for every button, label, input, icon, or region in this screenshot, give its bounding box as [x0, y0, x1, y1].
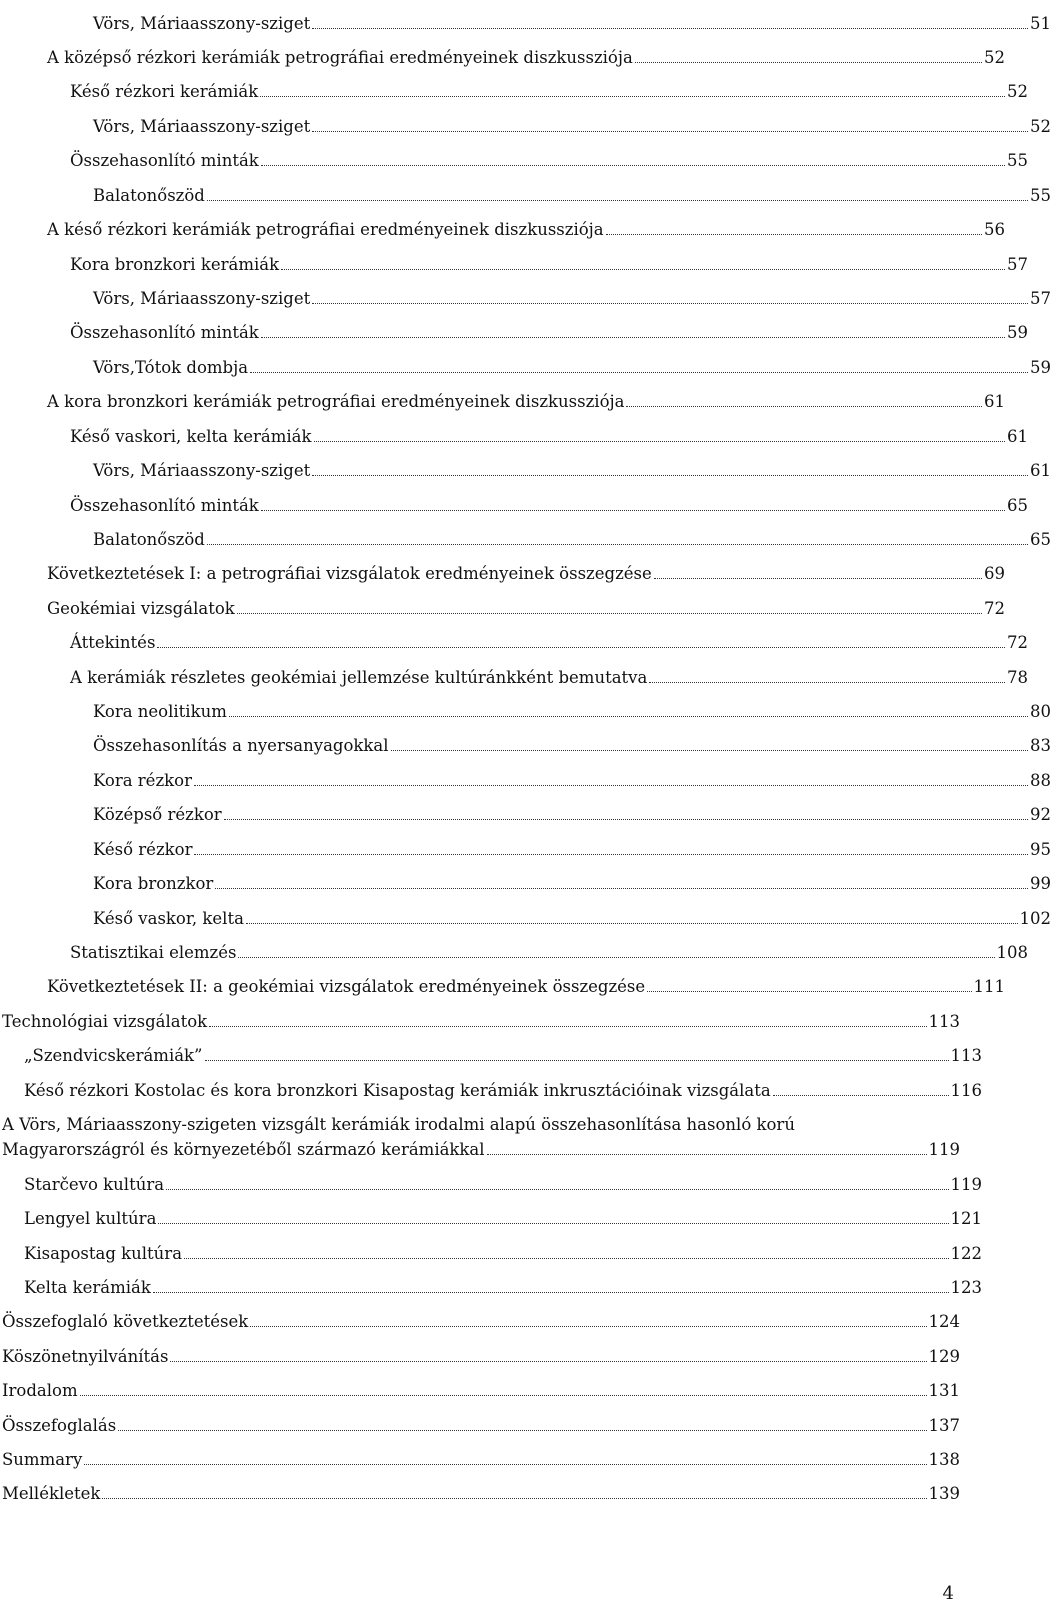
toc-entry-title: Késő rézkori Kostolac és kora bronzkori Kisapostag kerámiák inkrusztációinak vizsgálata: [24, 1081, 771, 1100]
toc-entry-page: 139: [928, 1484, 960, 1503]
toc-entry-page: 116: [950, 1081, 982, 1100]
toc-entry-title: Összehasonlító minták: [70, 323, 259, 342]
toc-entry-title: Összehasonlító minták: [70, 151, 259, 170]
toc-entry[interactable]: [0, 275, 1051, 309]
toc-dot-leader: [229, 716, 1028, 717]
toc-entry[interactable]: [0, 757, 1051, 791]
toc-entry-title: Összefoglaló következtetések: [2, 1312, 249, 1331]
toc-entry-page: 119: [928, 1140, 960, 1159]
toc-entry-page: 57: [1030, 289, 1051, 308]
toc-entry[interactable]: [0, 619, 1028, 653]
toc-entry[interactable]: [0, 654, 1028, 688]
toc-entry-title: „Szendvicskerámiák”: [24, 1046, 203, 1065]
toc-entry-title: Késő vaskori, kelta kerámiák: [70, 427, 312, 446]
toc-dot-leader: [391, 750, 1028, 751]
toc-entry-page: 69: [984, 564, 1005, 583]
toc-dot-leader: [281, 269, 1005, 270]
toc-entry[interactable]: [0, 998, 960, 1032]
toc-dot-leader: [250, 1326, 926, 1327]
toc-entry-page: 61: [984, 392, 1005, 411]
toc-entry[interactable]: [0, 241, 1028, 275]
toc-dot-leader: [209, 1026, 926, 1027]
toc-entry-page: 59: [1030, 358, 1051, 377]
toc-entry-page: 52: [1030, 117, 1051, 136]
toc-entry[interactable]: [0, 68, 1028, 102]
toc-entry[interactable]: [0, 550, 1005, 584]
toc-dot-leader: [773, 1095, 949, 1096]
toc-entry-page: 113: [950, 1046, 982, 1065]
toc-entry-page: 119: [950, 1175, 982, 1194]
toc-entry-page: 61: [1030, 461, 1051, 480]
toc-dot-leader: [635, 62, 982, 63]
toc-entry-page: 52: [1007, 82, 1028, 101]
toc-dot-leader: [261, 510, 1005, 511]
toc-entry-title: A kora bronzkori kerámiák petrográfiai eredményeinek diszkussziója: [47, 392, 625, 411]
toc-entry[interactable]: [0, 1298, 960, 1332]
toc-entry-page: 131: [928, 1381, 960, 1400]
toc-entry-page: 88: [1030, 771, 1051, 790]
toc-entry-page: 57: [1007, 255, 1028, 274]
toc-entry-title: Vörs, Máriaasszony-sziget: [93, 117, 311, 136]
toc-entry[interactable]: [0, 826, 1051, 860]
toc-dot-leader: [158, 1223, 948, 1224]
toc-dot-leader: [312, 131, 1028, 132]
toc-entry-page: 72: [1007, 633, 1028, 652]
toc-entry-page: 55: [1007, 151, 1028, 170]
toc-entry[interactable]: [0, 172, 1051, 206]
toc-dot-leader: [215, 888, 1028, 889]
toc-entry[interactable]: [0, 895, 1051, 929]
toc-entry-title: Balatonőszöd: [93, 186, 205, 205]
toc-entry-page: 95: [1030, 840, 1051, 859]
toc-entry-title: Magyarországról és környezetéből származó kerámiákkal: [2, 1140, 485, 1159]
toc-entry[interactable]: [0, 34, 1005, 68]
toc-entry-title: Geokémiai vizsgálatok: [47, 599, 235, 618]
toc-dot-leader: [626, 406, 982, 407]
toc-entry-title: A késő rézkori kerámiák petrográfiai eredményeinek diszkussziója: [47, 220, 604, 239]
toc-dot-leader: [246, 923, 1018, 924]
toc-dot-leader: [314, 441, 1005, 442]
page-number: 4: [942, 1583, 954, 1604]
toc-entry[interactable]: [0, 1067, 982, 1101]
toc-entry[interactable]: [0, 378, 1005, 412]
toc-entry[interactable]: [0, 413, 1028, 447]
toc-dot-leader: [207, 200, 1028, 201]
toc-dot-leader: [84, 1464, 926, 1465]
toc-entry-page: 138: [928, 1450, 960, 1469]
toc-entry-page: 61: [1007, 427, 1028, 446]
toc-entry-title: Vörs, Máriaasszony-sziget: [93, 461, 311, 480]
toc-entry-title: Középső rézkor: [93, 805, 222, 824]
toc-entry[interactable]: [0, 137, 1028, 171]
toc-entry[interactable]: [0, 344, 1051, 378]
toc-entry[interactable]: [0, 585, 1005, 619]
toc-entry-title: Kora neolitikum: [93, 702, 227, 721]
toc-dot-leader: [647, 991, 971, 992]
toc-entry-page: 78: [1007, 668, 1028, 687]
toc-entry-page: 129: [928, 1347, 960, 1366]
toc-entry[interactable]: [0, 1402, 960, 1436]
toc-dot-leader: [157, 647, 1005, 648]
toc-entry-title: Starčevo kultúra: [24, 1175, 165, 1194]
toc-entry[interactable]: [0, 309, 1028, 343]
toc-entry-page: 59: [1007, 323, 1028, 342]
toc-dot-leader: [261, 165, 1005, 166]
toc-dot-leader: [153, 1292, 949, 1293]
toc-entry-page: 113: [928, 1012, 960, 1031]
toc-entry[interactable]: [0, 1333, 960, 1367]
toc-entry-page: 102: [1019, 909, 1051, 928]
toc-dot-leader: [250, 372, 1028, 373]
toc-dot-leader: [224, 819, 1028, 820]
toc-dot-leader: [312, 475, 1028, 476]
toc-dot-leader: [312, 303, 1028, 304]
toc-dot-leader: [312, 28, 1028, 29]
toc-entry-title: Összehasonlítás a nyersanyagokkal: [93, 736, 389, 755]
toc-entry[interactable]: [0, 963, 1005, 997]
toc-entry-title: Lengyel kultúra: [24, 1209, 157, 1228]
toc-dot-leader: [102, 1498, 926, 1499]
toc-dot-leader: [80, 1395, 927, 1396]
toc-dot-leader: [170, 1361, 926, 1362]
toc-entry-page: 122: [950, 1244, 982, 1263]
toc-entry[interactable]: [0, 1264, 982, 1298]
toc-entry[interactable]: [0, 206, 1005, 240]
toc-dot-leader: [261, 337, 1005, 338]
toc-entry-title: Késő rézkor: [93, 840, 193, 859]
toc-entry-page: 121: [950, 1209, 982, 1228]
toc-entry[interactable]: [0, 516, 1051, 550]
toc-entry-page: 72: [984, 599, 1005, 618]
toc-entry-title: A kerámiák részletes geokémiai jellemzése kultúránkként bemutatva: [70, 668, 648, 687]
toc-entry-page: 65: [1007, 496, 1028, 515]
toc-entry[interactable]: [0, 447, 1051, 481]
toc-entry-title: Köszönetnyilvánítás: [2, 1347, 169, 1366]
toc-dot-leader: [118, 1430, 926, 1431]
toc-entry[interactable]: [0, 1126, 960, 1160]
toc-entry-title: Áttekintés: [70, 633, 156, 652]
toc-entry[interactable]: [0, 1161, 982, 1195]
toc-entry[interactable]: [0, 1032, 982, 1066]
toc-entry-page: 55: [1030, 186, 1051, 205]
toc-entry-page: 124: [928, 1312, 960, 1331]
toc-entry-title: Vörs, Máriaasszony-sziget: [93, 14, 311, 33]
toc-entry-title: Balatonőszöd: [93, 530, 205, 549]
toc-entry-page: 92: [1030, 805, 1051, 824]
toc-entry-title: Summary: [2, 1450, 83, 1469]
toc-entry[interactable]: [0, 1436, 960, 1470]
toc-entry-page: 56: [984, 220, 1005, 239]
toc-entry-page: 137: [928, 1416, 960, 1435]
toc-entry-title: Következtetések II: a geokémiai vizsgálatok eredményeinek összegzése: [47, 977, 646, 996]
toc-entry-title: Kora bronzkori kerámiák: [70, 255, 280, 274]
toc-entry-title: Statisztikai elemzés: [70, 943, 237, 962]
toc-dot-leader: [194, 785, 1028, 786]
toc-entry-title: Késő rézkori kerámiák: [70, 82, 259, 101]
toc-entry[interactable]: [0, 1230, 982, 1264]
toc-entry-page: 52: [984, 48, 1005, 67]
toc-entry[interactable]: [0, 1470, 960, 1504]
toc-entry-title: Összefoglalás: [2, 1416, 117, 1435]
toc-entry-title: Irodalom: [2, 1381, 78, 1400]
toc-entry-page: 99: [1030, 874, 1051, 893]
toc-dot-leader: [238, 957, 994, 958]
toc-entry-page: 111: [973, 977, 1005, 996]
toc-entry-page: 80: [1030, 702, 1051, 721]
toc-entry[interactable]: [0, 1195, 982, 1229]
toc-dot-leader: [649, 682, 1005, 683]
toc-entry-title: Vörs, Máriaasszony-sziget: [93, 289, 311, 308]
toc-entry-title: A Vörs, Máriaasszony-szigeten vizsgált kerámiák irodalmi alapú összehasonlítása hasonló korú: [2, 1115, 795, 1134]
toc-entry-page: 83: [1030, 736, 1051, 755]
toc-entry-title: A középső rézkori kerámiák petrográfiai eredményeinek diszkussziója: [47, 48, 633, 67]
toc-dot-leader: [487, 1154, 927, 1155]
toc-entry[interactable]: [0, 1367, 960, 1401]
toc-entry-title: Kora rézkor: [93, 771, 192, 790]
toc-dot-leader: [207, 544, 1028, 545]
toc-entry-page: 123: [950, 1278, 982, 1297]
toc-dot-leader: [184, 1258, 948, 1259]
toc-entry-title: Kelta kerámiák: [24, 1278, 151, 1297]
toc-entry[interactable]: [0, 0, 1051, 34]
toc-entry-page: 51: [1030, 14, 1051, 33]
toc-entry-title: Következtetések I: a petrográfiai vizsgálatok eredményeinek összegzése: [47, 564, 652, 583]
toc-dot-leader: [205, 1060, 949, 1061]
toc-entry-page: 108: [996, 943, 1028, 962]
toc-entry[interactable]: [0, 482, 1028, 516]
toc-dot-leader: [260, 96, 1005, 97]
toc-entry-title: Vörs,Tótok dombja: [93, 358, 249, 377]
toc-entry-title: Mellékletek: [2, 1484, 101, 1503]
toc-entry[interactable]: [0, 103, 1051, 137]
toc-entry-title: Összehasonlító minták: [70, 496, 259, 515]
toc-dot-leader: [654, 578, 982, 579]
toc-dot-leader: [194, 854, 1028, 855]
toc-entry[interactable]: [0, 860, 1051, 894]
toc-entry[interactable]: [0, 791, 1051, 825]
toc-dot-leader: [237, 613, 982, 614]
toc-entry[interactable]: [0, 722, 1051, 756]
toc-entry-title: Technológiai vizsgálatok: [2, 1012, 208, 1031]
toc-entry-title: Késő vaskor, kelta: [93, 909, 244, 928]
toc-entry-title: Kora bronzkor: [93, 874, 214, 893]
toc-entry-page: 65: [1030, 530, 1051, 549]
toc-entry-title: Kisapostag kultúra: [24, 1244, 183, 1263]
toc-entry[interactable]: [0, 929, 1028, 963]
toc-entry[interactable]: [0, 688, 1051, 722]
toc-dot-leader: [166, 1189, 948, 1190]
toc-dot-leader: [606, 234, 982, 235]
